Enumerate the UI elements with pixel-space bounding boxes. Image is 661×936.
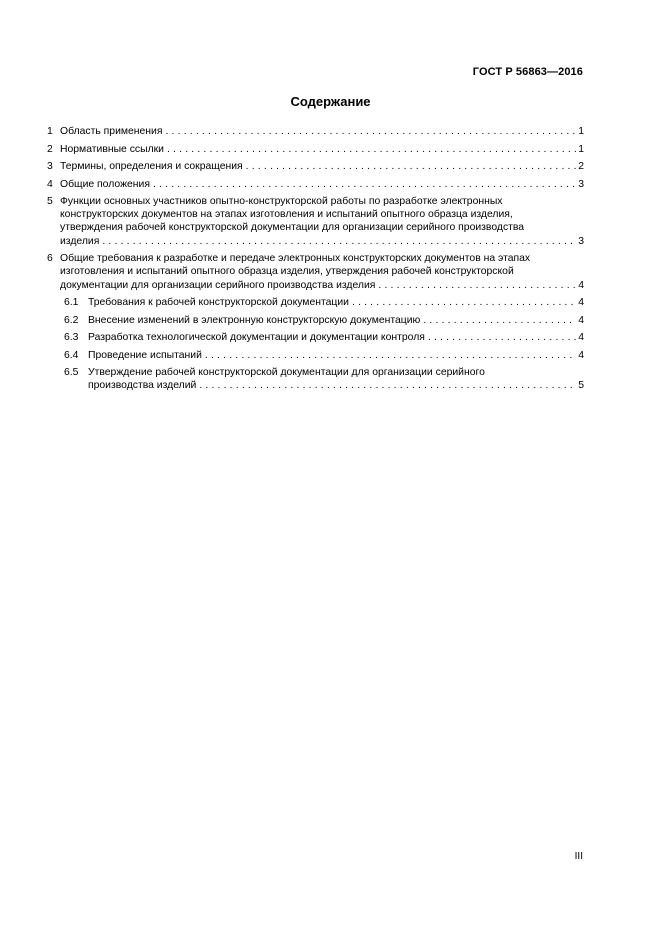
toc-entry-text: производства изделий bbox=[88, 380, 197, 392]
toc-entry-page: 4 bbox=[578, 314, 584, 326]
toc-entry[interactable] bbox=[47, 195, 584, 248]
dot-leader bbox=[205, 349, 576, 362]
toc-entry-text: конструкторских документов на этапах изготовления и испытаний опытного образца изделия, bbox=[60, 209, 513, 221]
toc-entry-number: 2 bbox=[47, 143, 53, 155]
toc-entry-text: Область применения bbox=[60, 126, 163, 137]
toc-entry[interactable] bbox=[47, 178, 584, 191]
toc-entry-text: Проведение испытаний bbox=[88, 349, 202, 361]
toc-entry-page: 1 bbox=[578, 126, 584, 137]
toc-entry[interactable] bbox=[47, 349, 584, 362]
dot-leader bbox=[423, 314, 576, 327]
toc-entry-text: Внесение изменений в электронную конструкторскую документацию bbox=[88, 314, 421, 326]
dot-leader bbox=[165, 125, 576, 138]
toc-entry-number: 6.5 bbox=[64, 367, 79, 379]
toc-entry-text: Функции основных участников опытно-конструкторской работы по разработке электронных bbox=[60, 196, 503, 207]
toc-entry-page: 2 bbox=[578, 161, 584, 172]
toc-entry[interactable] bbox=[47, 252, 584, 292]
toc-entry-number: 3 bbox=[47, 161, 53, 172]
toc-entry-page: 4 bbox=[578, 297, 584, 309]
toc-entry[interactable] bbox=[47, 143, 584, 156]
toc-entry-text: Требования к рабочей конструкторской документации bbox=[88, 297, 349, 309]
toc-entry-page: 3 bbox=[578, 235, 584, 247]
toc-entry-page: 4 bbox=[578, 349, 584, 361]
dot-leader bbox=[378, 279, 576, 292]
toc-entry-page: 4 bbox=[578, 332, 584, 344]
toc-entry-page: 1 bbox=[578, 143, 584, 155]
dot-leader bbox=[153, 178, 576, 191]
toc-entry-text: Разработка технологической документации и документации контроля bbox=[88, 332, 425, 344]
toc-entry-number: 5 bbox=[47, 196, 53, 207]
dot-leader bbox=[246, 160, 577, 173]
dot-leader bbox=[199, 379, 576, 392]
toc-entry-text: изготовления и испытаний опытного образца изделия, утверждения рабочей конструкторской bbox=[60, 266, 514, 278]
toc-entry[interactable] bbox=[47, 125, 584, 138]
toc-entry[interactable] bbox=[47, 366, 584, 392]
toc-entry-page: 3 bbox=[578, 178, 584, 190]
dot-leader bbox=[428, 331, 576, 344]
toc-entry-number: 4 bbox=[47, 178, 53, 190]
toc-entry-number: 6.2 bbox=[64, 314, 79, 326]
toc-entry-text: Термины, определения и сокращения bbox=[60, 161, 243, 172]
toc-entry-text: Нормативные ссылки bbox=[60, 143, 164, 155]
toc-entry-number: 6.1 bbox=[64, 297, 79, 309]
toc-entry-text: документации для организации серийного производства изделия bbox=[60, 279, 376, 291]
toc-entry-text: Утверждение рабочей конструкторской документации для организации серийного bbox=[88, 367, 485, 379]
dot-leader bbox=[352, 296, 576, 309]
toc-entry[interactable] bbox=[47, 331, 584, 344]
toc-entry-text: изделия bbox=[60, 235, 100, 247]
toc-entry-number: 6.4 bbox=[64, 349, 79, 361]
toc-entry[interactable] bbox=[47, 314, 584, 327]
toc-entry-page: 5 bbox=[578, 380, 584, 392]
toc-entry[interactable] bbox=[47, 296, 584, 309]
toc-entry-number: 6 bbox=[47, 253, 53, 265]
toc-entry-text: утверждения рабочей конструкторской документации для организации серийного производства bbox=[60, 222, 525, 234]
toc-entry-number: 6.3 bbox=[64, 332, 79, 344]
dot-leader bbox=[167, 143, 576, 156]
dot-leader bbox=[102, 235, 576, 248]
toc-entry[interactable] bbox=[47, 160, 584, 173]
toc-title: Содержание bbox=[290, 94, 371, 109]
document-code: ГОСТ Р 56863—2016 bbox=[472, 66, 583, 78]
toc-entry-page: 4 bbox=[578, 279, 584, 291]
toc-entry-text: Общие положения bbox=[60, 178, 150, 190]
table-of-contents bbox=[47, 125, 584, 397]
toc-entry-number: 1 bbox=[47, 126, 53, 137]
page-folio: III bbox=[574, 851, 583, 862]
toc-entry-text: Общие требования к разработке и передаче электронных конструкторских документов на этапах bbox=[60, 253, 531, 265]
